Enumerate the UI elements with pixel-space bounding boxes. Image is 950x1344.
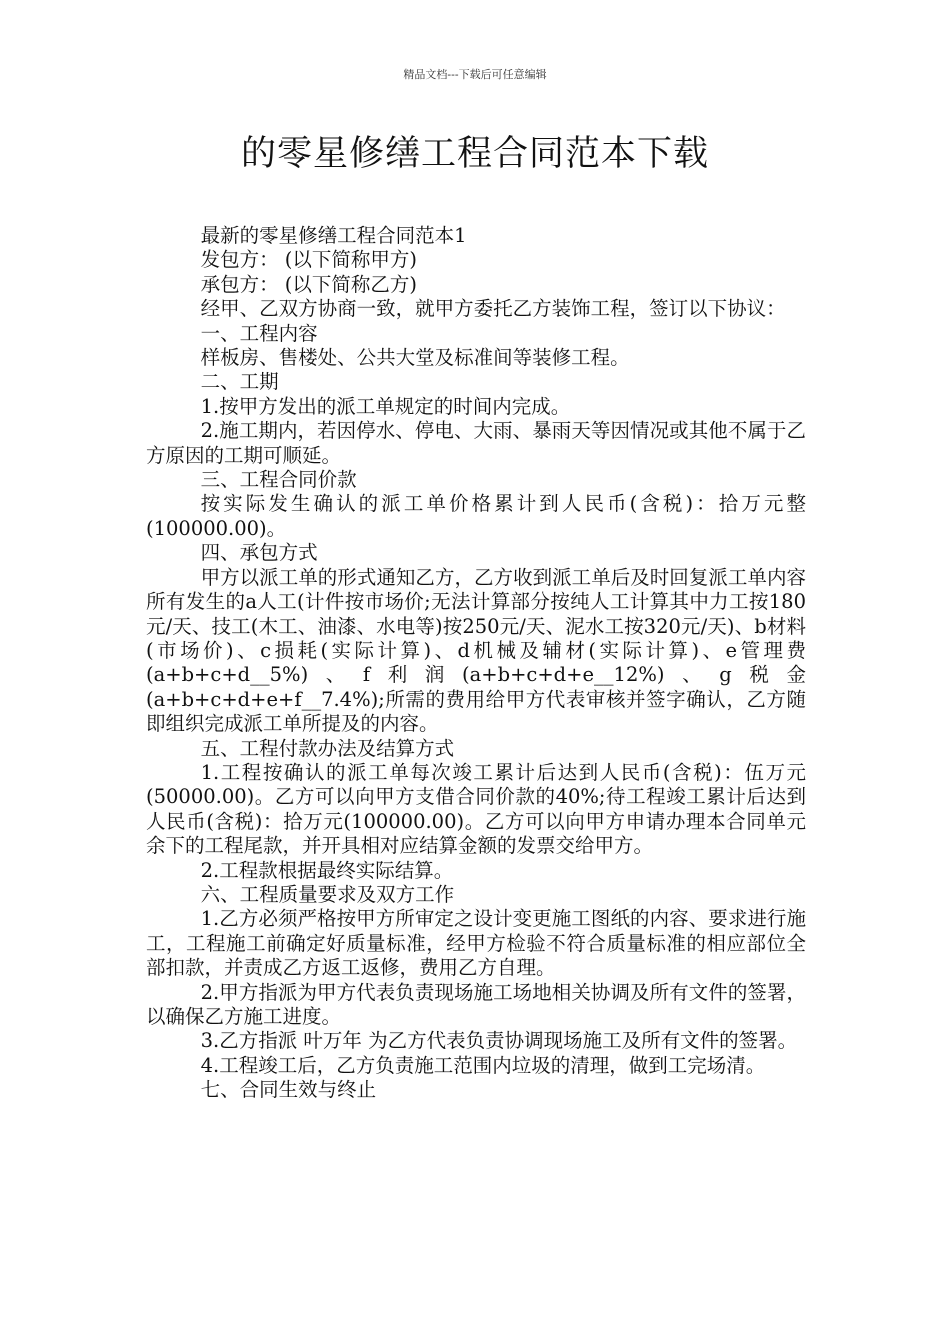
section-heading: 一、工程内容 [200, 321, 318, 345]
paragraph: 最新的零星修缮工程合同范本1 [200, 224, 467, 247]
paragraph: 样板房、售楼处、公共大堂及标准间等装修工程。 [200, 346, 630, 370]
section-heading: 四、承包方式 [200, 541, 318, 565]
paragraph: 按实际发生确认的派工单价格累计到人民币(含税)：拾万元整(100000.00)。 [146, 492, 806, 540]
section-heading: 七、合同生效与终止 [200, 1078, 377, 1102]
paragraph: 2.施工期内，若因停水、停电、大雨、暴雨天等因情况或其他不属于乙方原因的工期可顺延。 [146, 419, 806, 467]
section-heading: 五、工程付款办法及结算方式 [200, 736, 455, 760]
section-heading: 六、工程质量要求及双方工作 [200, 882, 455, 906]
paragraph: 1.工程按确认的派工单每次竣工累计后达到人民币(含税)：伍万元(50000.00)。乙方可以向甲方支借合同价款的40%;待工程竣工累计后达到人民币(含税)：拾万元(100000.00)。乙方可以向甲方申请办理本合同单元余下的工程尾款，并开具相对应结算金额的发票交给甲方。 [146, 760, 806, 858]
header-note: 精品文档---下载后可任意编辑 [403, 68, 547, 81]
section-heading: 二、工期 [200, 370, 279, 394]
paragraph: 2.甲方指派为甲方代表负责现场施工场地相关协调及所有文件的签署，以确保乙方施工进度。 [146, 980, 806, 1028]
document-body [146, 224, 806, 1103]
document-title: 的零星修缮工程合同范本下载 [240, 134, 709, 174]
paragraph: 经甲、乙双方协商一致，就甲方委托乙方装饰工程，签订以下协议： [200, 297, 786, 321]
paragraph: 1.按甲方发出的派工单规定的时间内完成。 [200, 394, 571, 418]
paragraph: 3.乙方指派 叶万年 为乙方代表负责协调现场施工及所有文件的签署。 [200, 1029, 798, 1053]
paragraph: 发包方： (以下简称甲方) [200, 248, 418, 272]
paragraph: 承包方： (以下简称乙方) [200, 272, 418, 296]
section-heading: 三、工程合同价款 [200, 468, 357, 492]
paragraph: 4.工程竣工后，乙方负责施工范围内垃圾的清理，做到工完场清。 [200, 1053, 766, 1077]
paragraph: 2.工程款根据最终实际结算。 [200, 858, 454, 882]
paragraph: 甲方以派工单的形式通知乙方，乙方收到派工单后及时回复派工单内容所有发生的a人工(计件按市场价;无法计算部分按纯人工计算其中力工按180元/天、技工(木工、油漆、水电等)按250元/天、泥水工按320元/天)、b材料(市场价)、c损耗(实际计算)、d机械及辅材(实际计算)、e管理费(a+b+c+d__5%)、f利润(a+b+c+d+e__12%)、g税金(a+b+c+d+e+f__7.4%);所需的费用给甲方代表审核并签字确认，乙方随即组织完成派工单所提及的内容。 [146, 565, 806, 736]
paragraph: 1.乙方必须严格按甲方所审定之设计变更施工图纸的内容、要求进行施工，工程施工前确定好质量标准，经甲方检验不符合质量标准的相应部位全部扣款，并责成乙方返工返修，费用乙方自理。 [146, 907, 806, 980]
